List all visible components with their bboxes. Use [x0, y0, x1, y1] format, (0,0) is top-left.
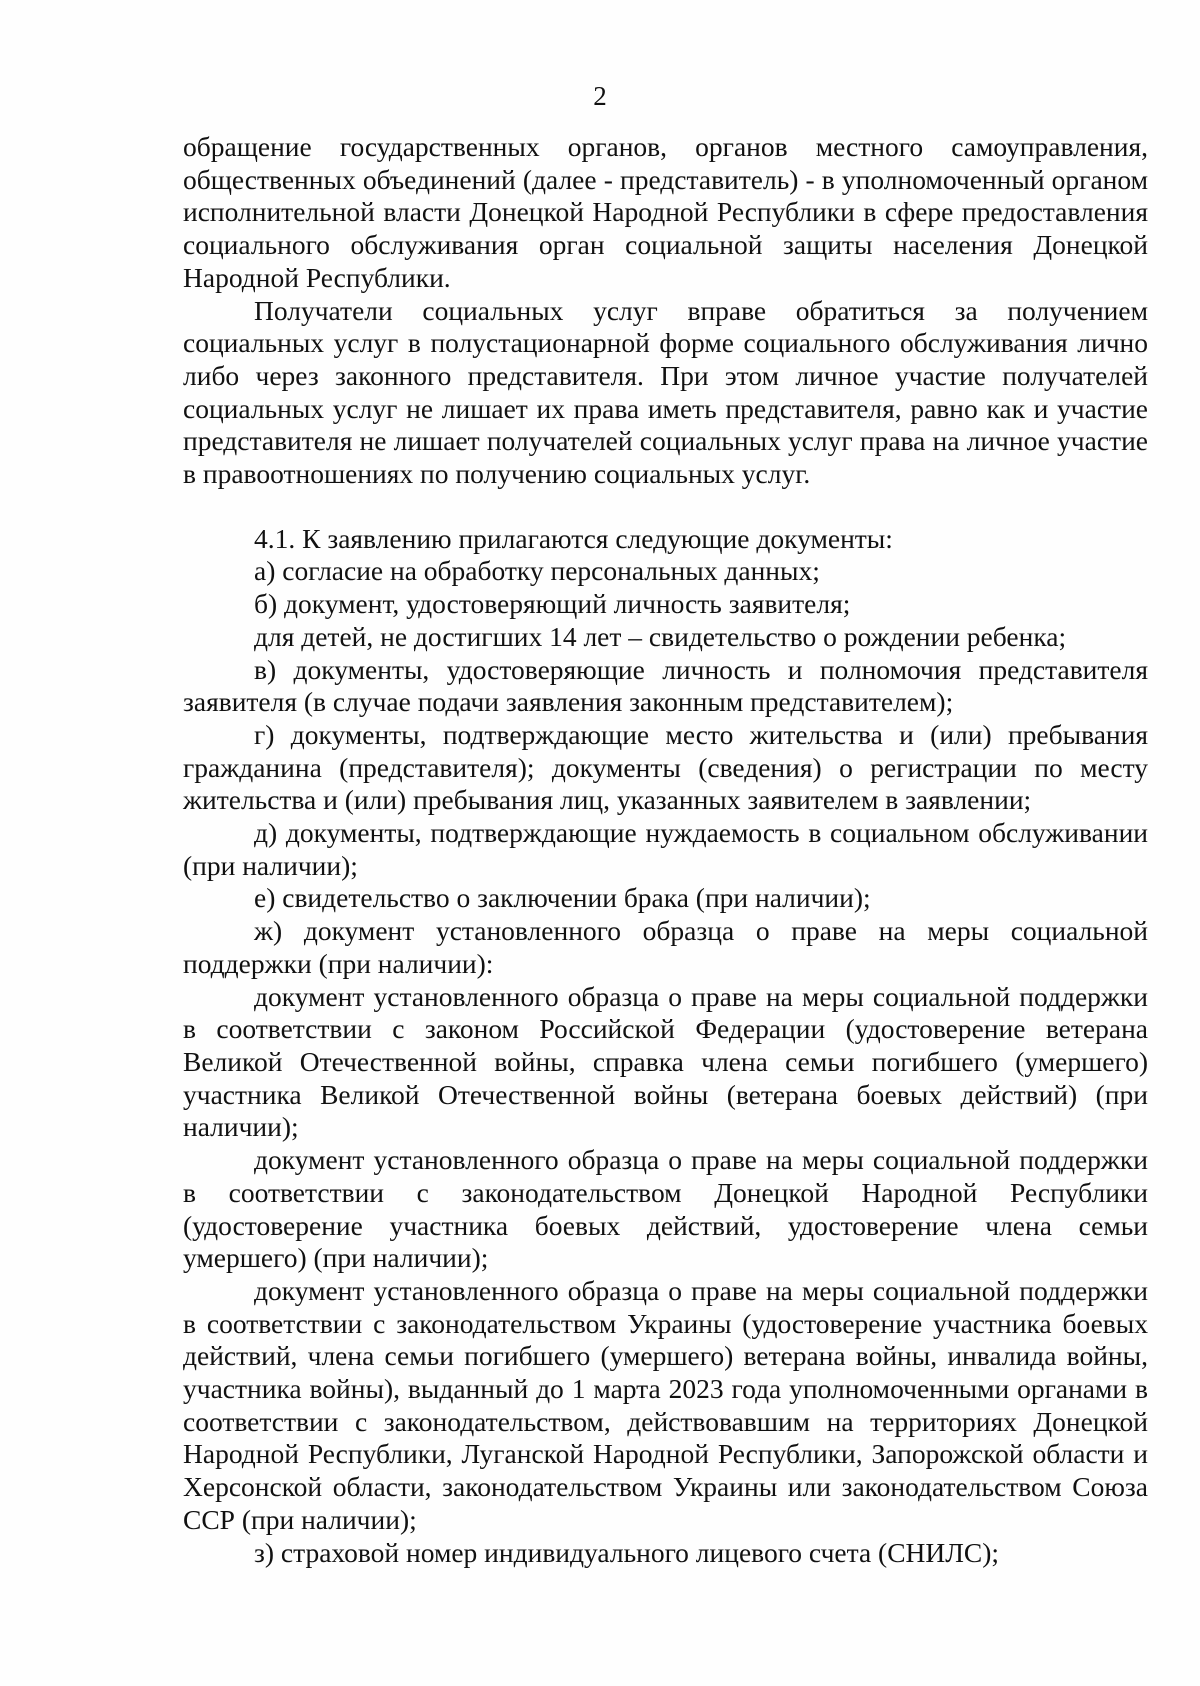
list-item-b: б) документ, удостоверяющий личность заявителя; — [254, 588, 851, 620]
list-item-g: г) документы, подтверждающие место жительства и (или) пребывания гражданина (представителя); документы (сведения) о регистрации по месту жительства и (или) пребывания лиц, указанных заявителем в заявлении; — [183, 718, 1148, 816]
list-item-zh-russian-federation: документ установленного образца о праве на меры социальной поддержки в соответствии с законом Российской Федерации (удостоверение ветерана Великой Отечественной войны, справка члена семьи погибшего (умершего) участника Великой Отечественной войны (ветерана боевых действий) (при наличии); — [183, 980, 1148, 1143]
list-item-d: д) документы, подтверждающие нуждаемость в социальном обслуживании (при наличии); — [183, 817, 1148, 881]
paragraph-section-4-1: 4.1. К заявлению прилагаются следующие документы: — [254, 522, 893, 554]
list-item-a: а) согласие на обработку персональных данных; — [254, 555, 820, 587]
document-body — [183, 131, 1148, 1569]
list-item-zh: ж) документ установленного образца о праве на меры социальной поддержки (при наличии): — [183, 915, 1148, 979]
paragraph-continuation: обращение государственных органов, органов местного самоуправления, общественных объединений (далее - представитель) - в уполномоченный органом исполнительной власти Донецкой Народной Республики в сфере предоставления социального обслуживания орган социальной защиты населения Донецкой Народной Республики. — [183, 131, 1148, 293]
list-item-b-children: для детей, не достигших 14 лет – свидетельство о рождении ребенка; — [254, 620, 1067, 652]
list-item-e: е) свидетельство о заключении брака (при наличии); — [254, 882, 871, 914]
list-item-zh-ukraine: документ установленного образца о праве на меры социальной поддержки в соответствии с законодательством Украины (удостоверение участника боевых действий, члена семьи погибшего (умершего) ветерана войны, инвалида войны, участника войны), выданный до 1 марта 2023 года уполномоченными органами в соответствии с законодательством, действовавшим на территориях Донецкой Народной Республики, Луганской Народной Республики, Запорожской области и Херсонской области, законодательством Украины или законодательством Союза ССР (при наличии); — [183, 1274, 1148, 1535]
list-item-z: з) страховой номер индивидуального лицевого счета (СНИЛС); — [254, 1536, 1000, 1568]
list-item-zh-dpr: документ установленного образца о праве на меры социальной поддержки в соответствии с законодательством Донецкой Народной Республики (удостоверение участника боевых действий, удостоверение члена семьи умершего) (при наличии); — [183, 1144, 1148, 1274]
paragraph-recipients-rights: Получатели социальных услуг вправе обратиться за получением социальных услуг в полустационарной форме социального обслуживания лично либо через законного представителя. При этом личное участие получателей социальных услуг не лишает их права иметь представителя, равно как и участие представителя не лишает получателей социальных услуг права на личное участие в правоотношениях по получению социальных услуг. — [183, 294, 1148, 490]
page-number: 2 — [593, 81, 607, 111]
list-item-v: в) документы, удостоверяющие личность и полномочия представителя заявителя (в случае подачи заявления законным представителем); — [183, 653, 1148, 718]
